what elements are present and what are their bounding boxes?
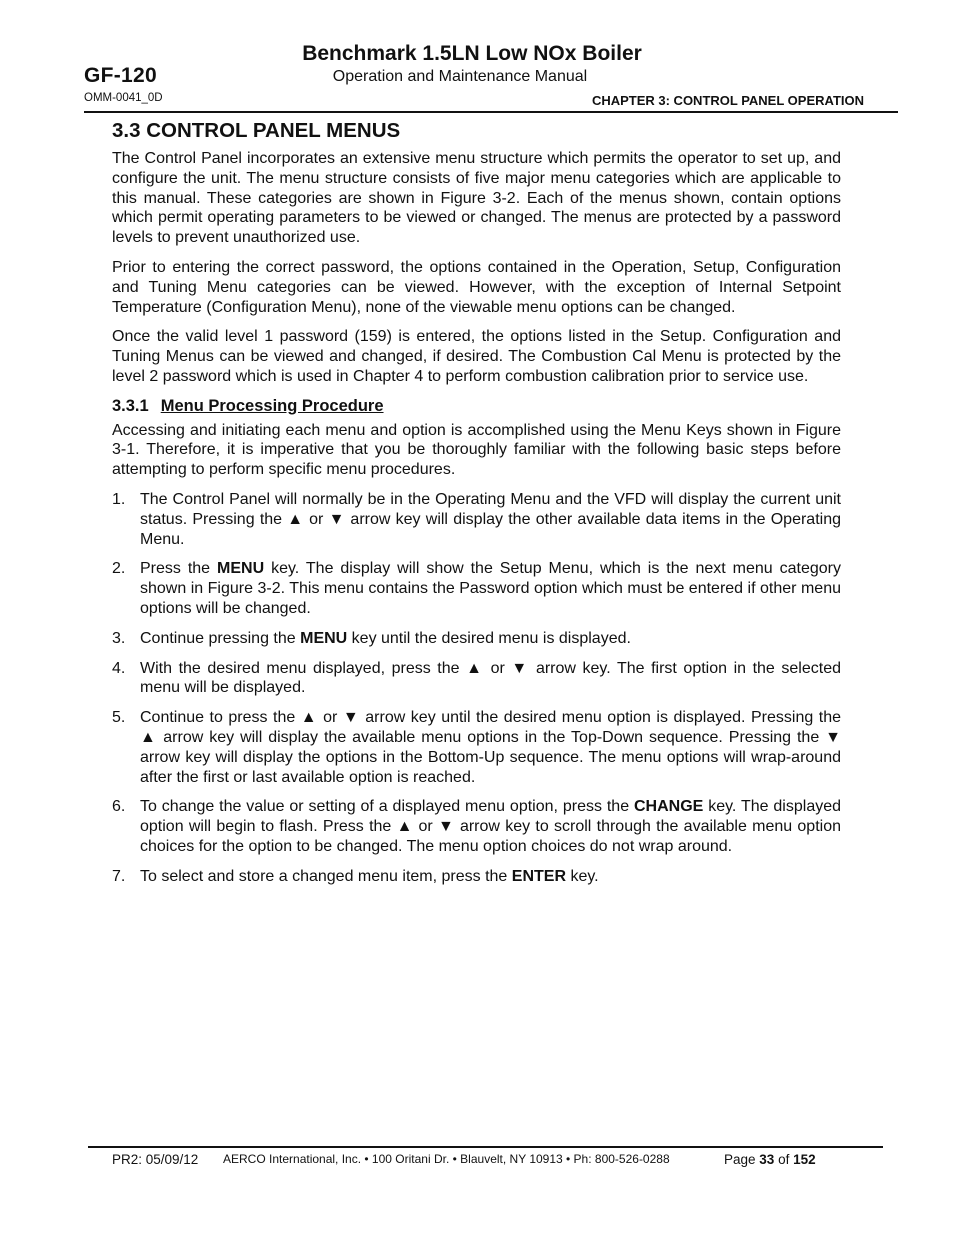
list-item: 7. To select and store a changed menu item, press the ENTER key. <box>112 867 599 885</box>
list-item: 6. To change the value or setting of a displayed menu option, press the CHANGE key. The displayed option will begin to flash. Press the ▲ or ▼ arrow key to scroll through the available menu option choices for the option to be changed. The menu option choices do not wrap around. <box>112 798 842 855</box>
list-item: 5. Continue to press the ▲ or ▼ arrow key until the desired menu option is displayed. Pressing the ▲ arrow key will display the available menu options in the Top-Down sequence. Pressing the ▼ arrow key will display the options in the Bottom-Up sequence. The menu options will wrap-around after the first or last available option is reached. <box>112 709 841 786</box>
model-number: GF-120 <box>84 64 157 87</box>
list-item: 1. The Control Panel will normally be in the Operating Menu and the VFD will display the current unit status. Pressing the ▲ or ▼ arrow key will display the other available data items in the Operating Menu. <box>112 490 841 548</box>
chapter-heading: CHAPTER 3: CONTROL PANEL OPERATION <box>591 93 864 108</box>
key-name: ENTER <box>511 867 566 885</box>
section-paragraph-2: Prior to entering the correct password, the options contained in the Operation, Setup, Configuration and Tuning Menu categories can be viewed. However, with the exception of Internal Setpoint Temperature (Configuration Menu), none of the viewable menu options can be changed. <box>112 258 841 316</box>
subsection-heading <box>112 397 841 417</box>
list-item: 3. Continue pressing the MENU key until the desired menu is displayed. <box>112 629 631 647</box>
page-number: Page 33 of 152 <box>724 1152 816 1167</box>
key-name: MENU <box>217 560 265 578</box>
footer-revision: PR2: 05/09/12 <box>112 1152 199 1167</box>
footer-address: AERCO International, Inc. • 100 Oritani Dr. • Blauvelt, NY 10913 • Ph: 800-526-0288 <box>223 1152 670 1166</box>
section-title: 3.3 CONTROL PANEL MENUS <box>112 119 401 142</box>
list-item: 2. Press the MENU key. The display will show the Setup Menu, which is the next menu category shown in Figure 3-2. This menu contains the Password option which must be entered if other menu options will be changed. <box>112 560 842 617</box>
document-title: Benchmark 1.5LN Low NOx Boiler <box>302 42 642 65</box>
list-item: 4. With the desired menu displayed, press the ▲ or ▼ arrow key. The first option in the selected menu will be displayed. <box>112 659 841 697</box>
document-subtitle: Operation and Maintenance Manual <box>332 68 588 85</box>
subsection-number: 3.3.1 <box>112 396 149 415</box>
key-name: MENU <box>300 629 348 647</box>
page-content <box>112 149 841 897</box>
header-divider <box>84 111 898 113</box>
procedure-steps <box>112 490 841 887</box>
key-name: CHANGE <box>633 798 704 816</box>
section-paragraph-3: Once the valid level 1 password (159) is entered, the options listed in the Setup. Configuration and Tuning Menus can be viewed and changed, if desired. The Combustion Cal Menu is protected by the level 2 password which is used in Chapter 4 to perform combustion calibration prior to service use. <box>112 328 841 385</box>
subsection-title: Menu Processing Procedure <box>160 396 384 415</box>
section-paragraph-1: The Control Panel incorporates an extensive menu structure which permits the operator to set up, and configure the unit. The menu structure consists of five major menu categories which are applicable to this manual. These categories are shown in Figure 3-2. Each of the menus shown, contain options which permit operating parameters to be viewed or changed. The menus are protected by a password levels to prevent unauthorized use. <box>112 150 841 247</box>
footer-divider <box>88 1146 883 1148</box>
document-number: OMM-0041_0D <box>84 92 163 104</box>
subsection-intro: Accessing and initiating each menu and option is accomplished using the Menu Keys shown in Figure 3-1. Therefore, it is imperative that you be thoroughly familiar with the following basic steps before attempting to perform specific menu procedures. <box>112 421 841 479</box>
